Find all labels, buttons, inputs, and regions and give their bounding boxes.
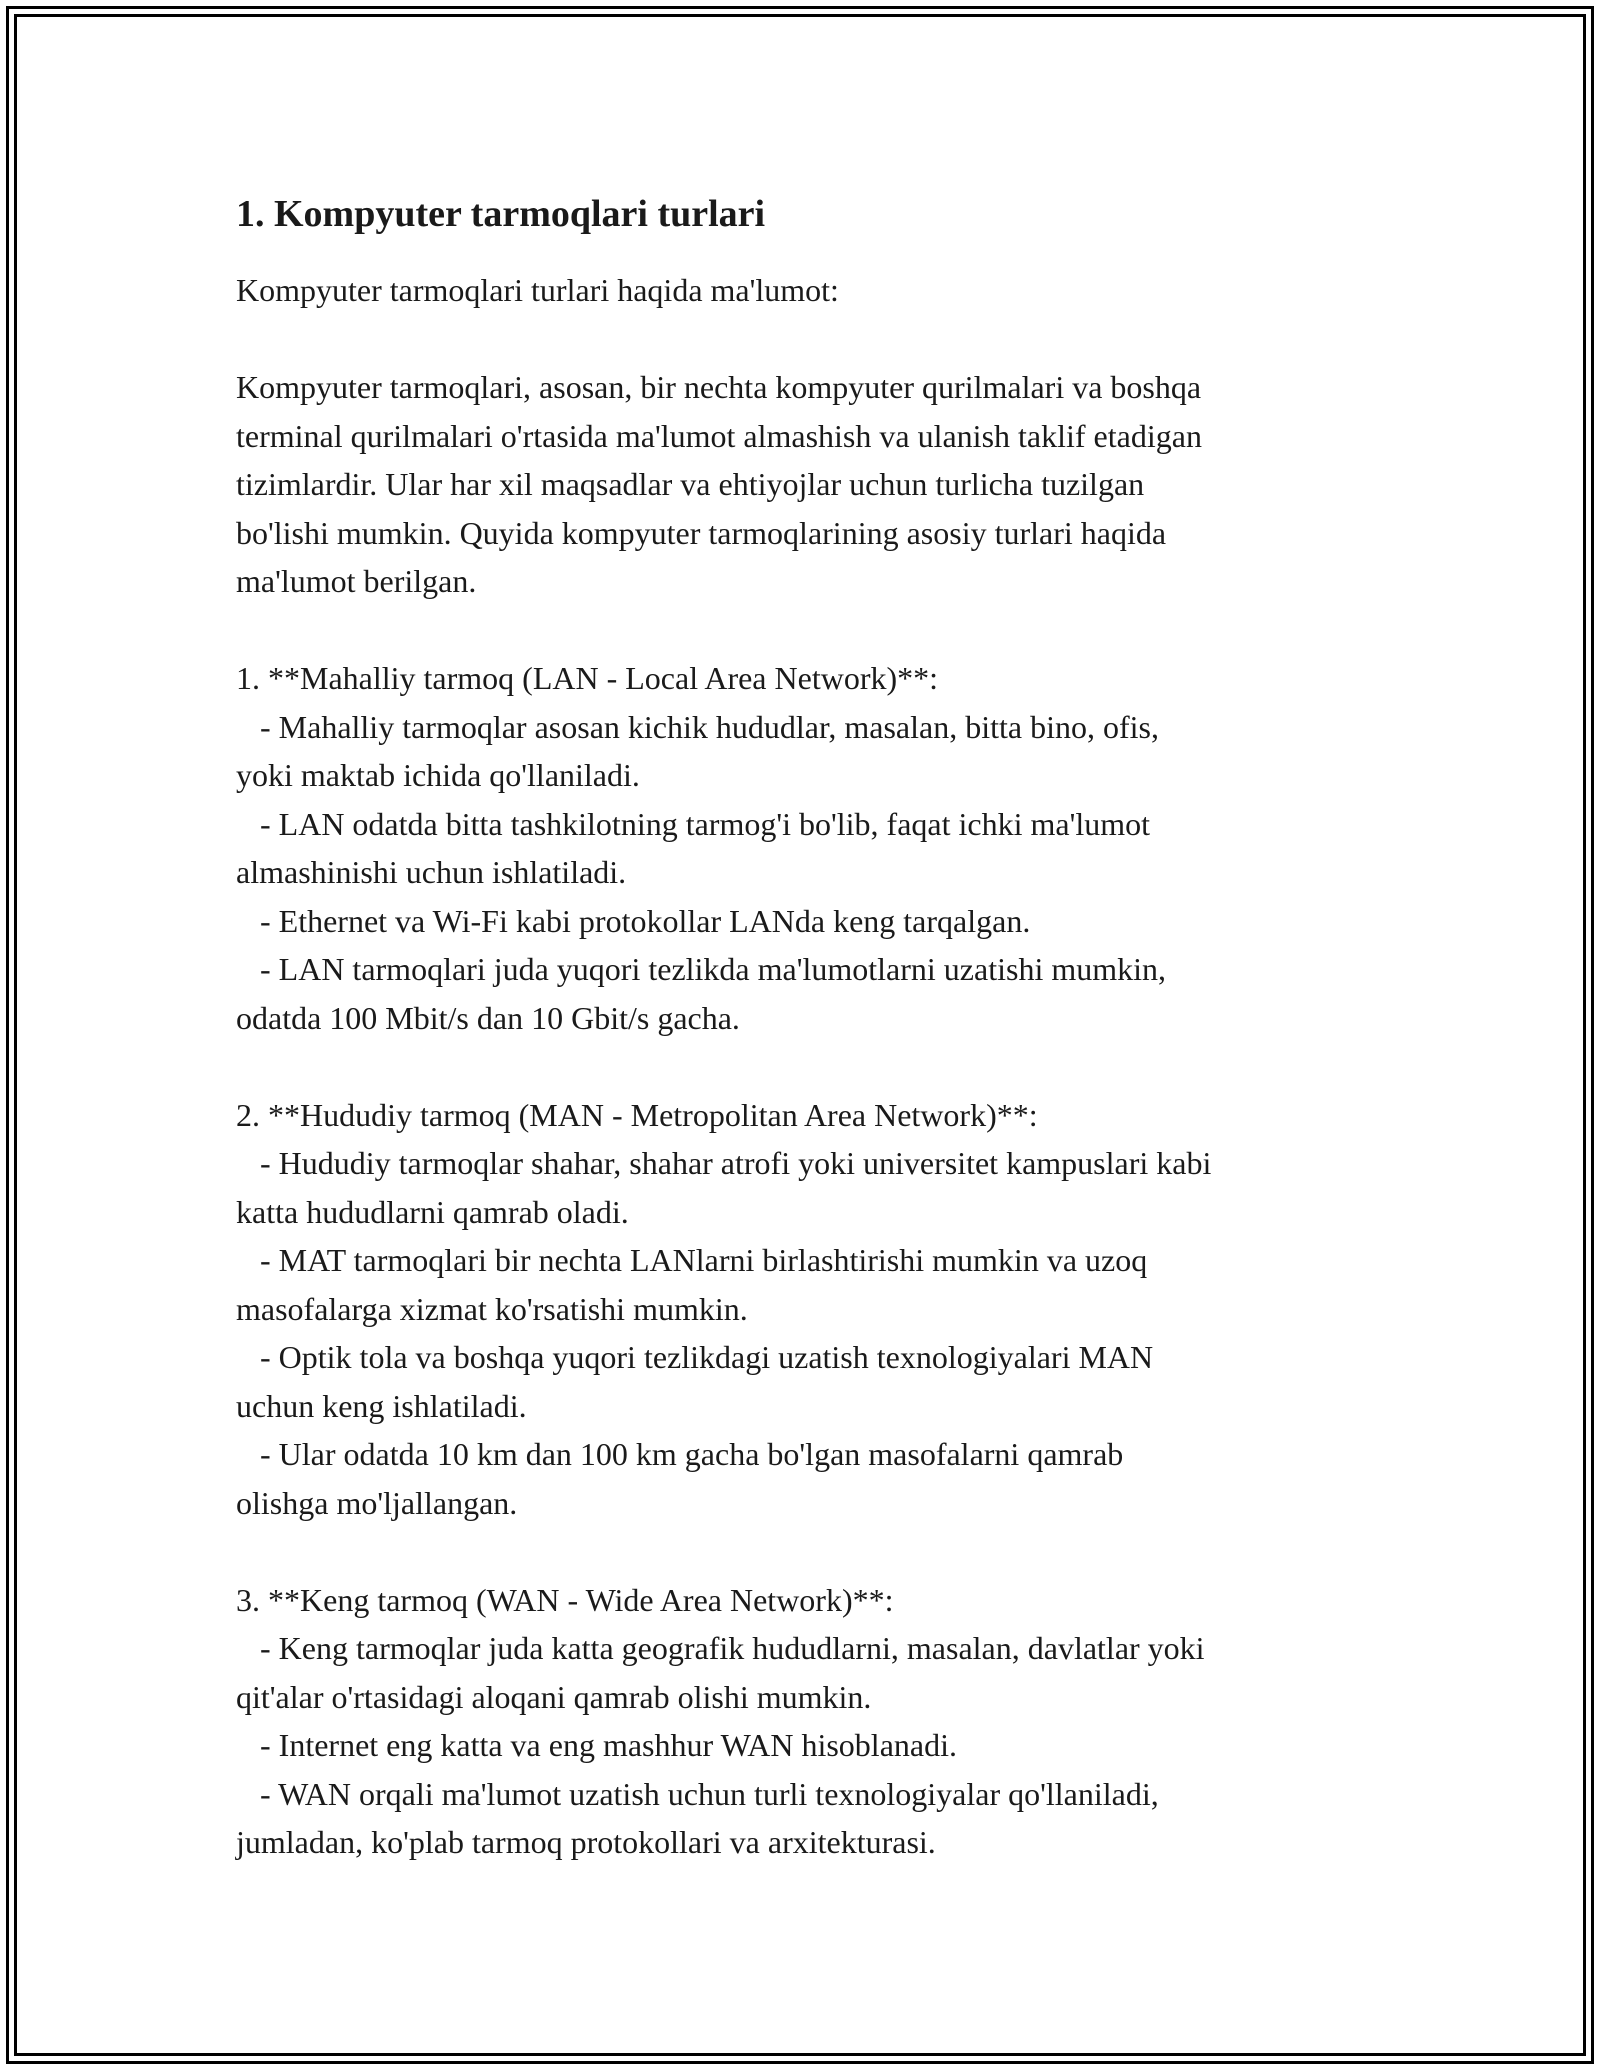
blank-line [236, 1042, 1366, 1091]
section-heading-lan: 1. **Mahalliy tarmoq (LAN - Local Area Network)**: [236, 660, 939, 696]
section-heading-man: 2. **Hududiy tarmoq (MAN - Metropolitan Area Network)**: [236, 1096, 1038, 1133]
section-body-wan: - Keng tarmoqlar juda katta geografik hududlarni, masalan, davlatlar yoki qit'alar o'rtasidagi aloqani qamrab olishi mumkin. - Internet eng katta va eng mashhur WAN hisoblanadi. - WAN orqali ma'lumot uzatish uchun turli texnologiyalar qo'llaniladi, jumladan, ko'plab tarmoq protokollari va arxitekturasi. [236, 1630, 1205, 1860]
section-wan [236, 1576, 1366, 1867]
section-lan [236, 654, 1366, 1042]
blank-line [236, 1527, 1366, 1576]
blank-line [236, 606, 1366, 655]
section-man [236, 1091, 1366, 1528]
section-heading-wan: 3. **Keng tarmoq (WAN - Wide Area Network)**: [236, 1581, 894, 1618]
blank-line [236, 315, 1366, 364]
intro-line: Kompyuter tarmoqlari turlari haqida ma'lumot: [236, 272, 839, 308]
section-body-man: - Hududiy tarmoqlar shahar, shahar atrofi yoki universitet kampuslari kabi katta hududlarni qamrab oladi. - MAT tarmoqlari bir nechta LANlarni birlashtirishi mumkin va uzoq masofalarga xizmat ko'rsatishi mumkin. - Optik tola va boshqa yuqori tezlikdagi uzatish texnologiyalari MAN uchun keng ishlatiladi. - Ular odatda 10 km dan 100 km gacha bo'lgan masofalarni qamrab olishga mo'ljallangan. [236, 1145, 1212, 1521]
document-title: 1. Kompyuter tarmoqlari turlari [236, 193, 766, 235]
section-body-lan: - Mahalliy tarmoqlar asosan kichik hududlar, masalan, bitta bino, ofis, yoki maktab ichida qo'llaniladi. - LAN odatda bitta tashkilotning tarmog'i bo'lib, faqat ichki ma'lumot almashinishi uchun ishlatiladi. - Ethernet va Wi-Fi kabi protokollar LANda keng tarqalgan. - LAN tarmoqlari juda yuqori tezlikda ma'lumotlarni uzatishi mumkin, odatda 100 Mbit/s dan 10 Gbit/s gacha. [236, 708, 1166, 1036]
intro-paragraph: Kompyuter tarmoqlari, asosan, bir nechta kompyuter qurilmalari va boshqa terminal qurilmalari o'rtasida ma'lumot almashish va ulanish taklif etadigan tizimlardir. Ular har xil maqsadlar va ehtiyojlar uchun turlicha tuzilgan bo'lishi mumkin. Quyida kompyuter tarmoqlarining asosiy turlari haqida ma'lumot berilgan. [236, 369, 1202, 599]
document-body [236, 186, 1366, 1867]
